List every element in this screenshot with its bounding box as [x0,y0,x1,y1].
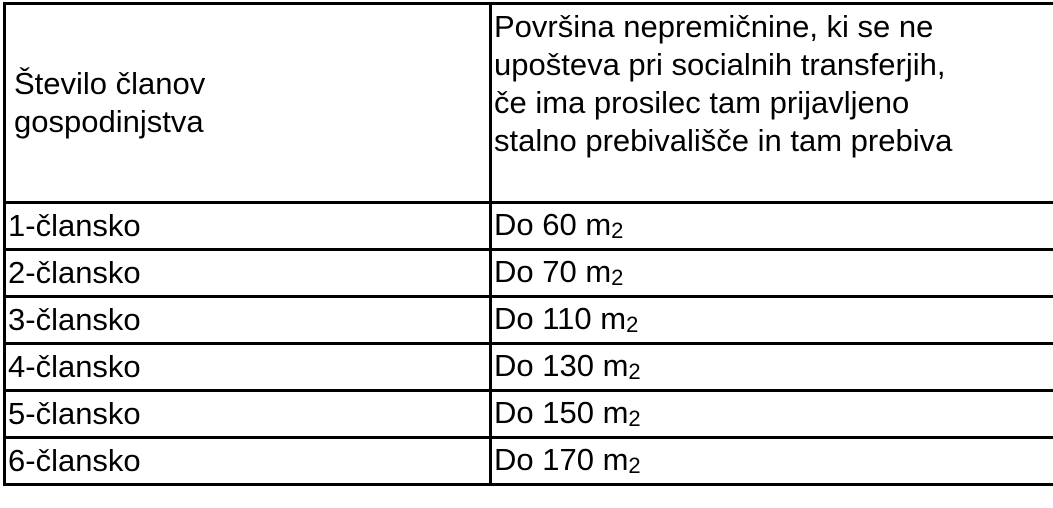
table-row [5,297,1053,344]
header-household-members [5,4,491,203]
table-row [5,391,1053,438]
area-cell [491,438,1053,485]
unit-exponent: 2 [611,264,624,290]
area-cell [491,344,1053,391]
unit-exponent: 2 [611,217,624,243]
unit-exponent: 2 [628,452,641,478]
table-row [5,344,1053,391]
header-property-area [491,4,1053,203]
area-value: Do 170 m [494,441,629,477]
members-cell: 1-člansko [5,203,491,250]
unit-exponent: 2 [628,358,641,384]
unit-exponent: 2 [628,405,641,431]
header-line: upošteva pri socialnih transferjih, [494,47,946,82]
area-cell [491,391,1053,438]
area-cell [491,250,1053,297]
area-value: Do 130 m [494,347,629,383]
members-cell: 2-člansko [5,250,491,297]
area-cell [491,203,1053,250]
table-row [5,438,1053,485]
area-value: Do 150 m [494,394,629,430]
area-value: Do 70 m [494,253,612,289]
unit-exponent: 2 [626,311,639,337]
table-row [5,250,1053,297]
table-header-row [5,4,1053,203]
members-cell: 5-člansko [5,391,491,438]
area-cell [491,297,1053,344]
area-threshold-table [3,2,1053,486]
area-value: Do 60 m [494,206,612,242]
header-line: gospodinjstva [14,104,204,139]
header-line: stalno prebivališče in tam prebiva [494,123,953,158]
members-cell: 4-člansko [5,344,491,391]
header-line: Število članov [14,66,206,101]
header-line: če ima prosilec tam prijavljeno [494,85,910,120]
members-cell: 6-člansko [5,438,491,485]
header-line: Površina nepremičnine, ki se ne [494,9,934,44]
table-row [5,203,1053,250]
area-value: Do 110 m [494,300,627,336]
members-cell: 3-člansko [5,297,491,344]
